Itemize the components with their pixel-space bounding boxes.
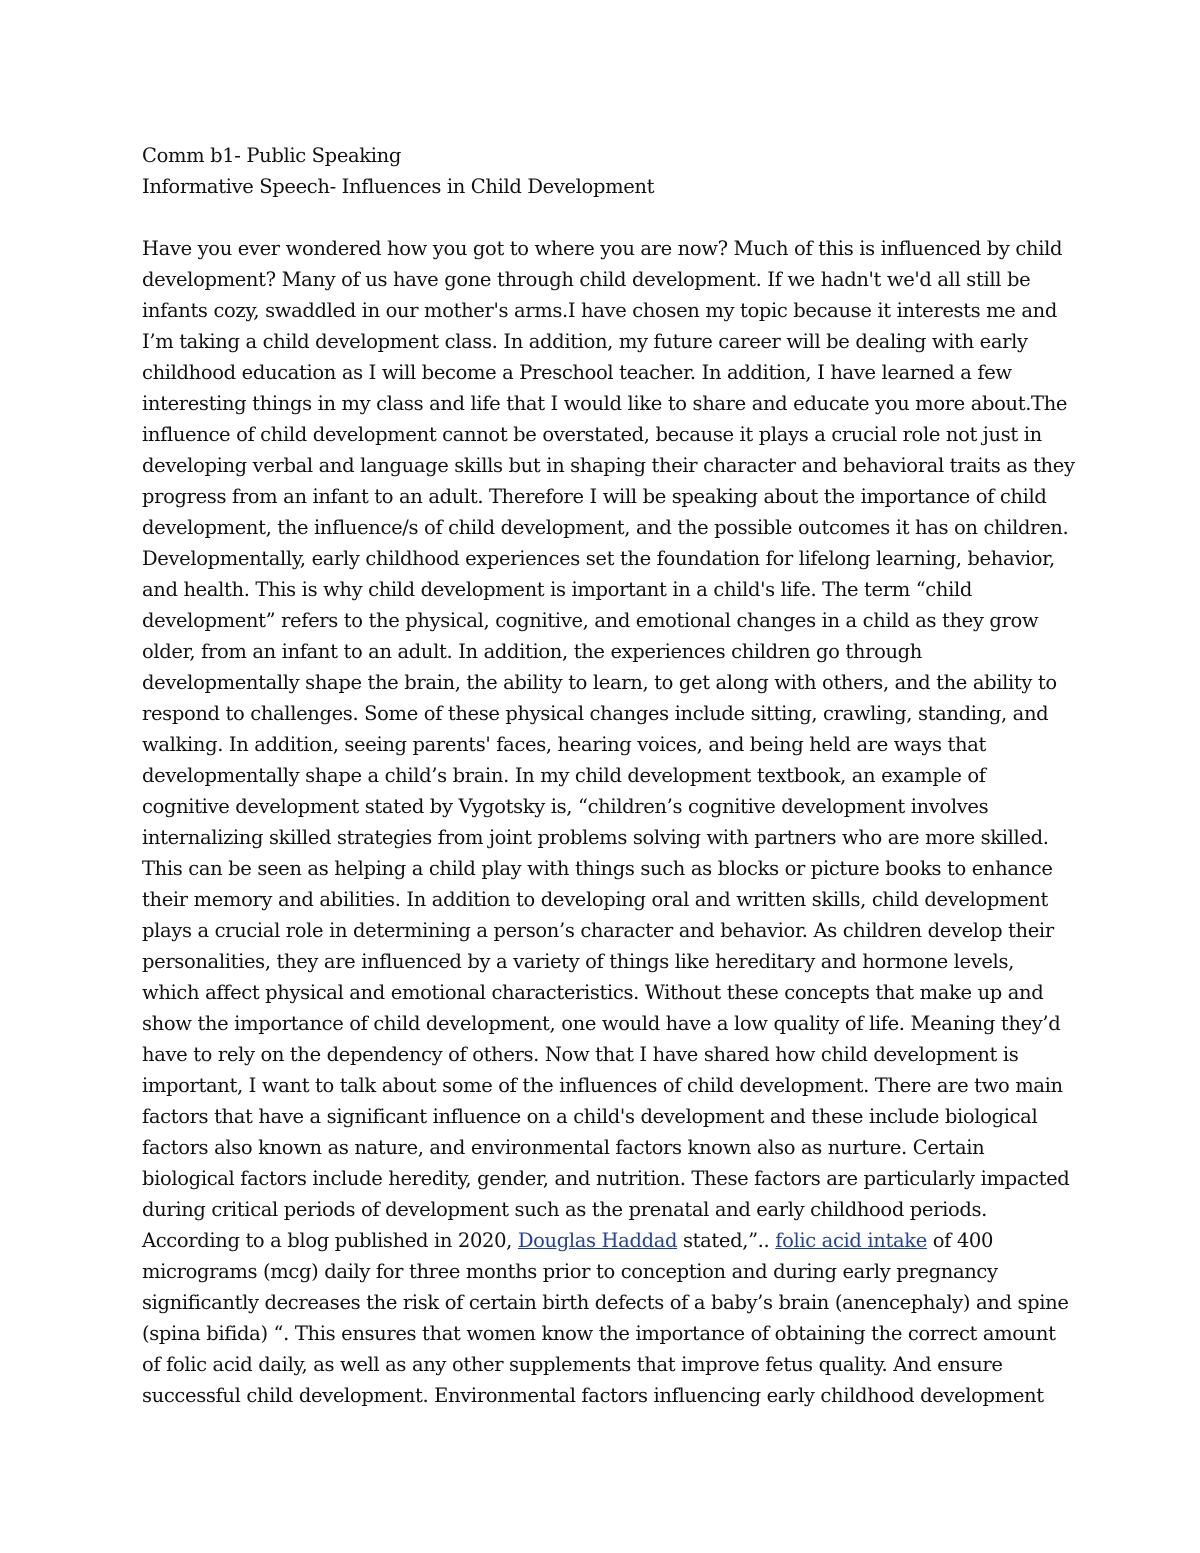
body-text-line: and health. This is why child development is important in a child's life. The term “child	[142, 578, 972, 601]
body-text-line: progress from an infant to an adult. Therefore I will be speaking about the importance of child	[142, 485, 1047, 508]
body-text-line: interesting things in my class and life that I would like to share and educate you more about.The	[142, 392, 1068, 415]
body-text-line: significantly decreases the risk of certain birth defects of a baby’s brain (anencephaly) and spine	[142, 1291, 1069, 1314]
body-text-line: development? Many of us have gone through child development. If we hadn't we'd all still be	[142, 268, 1031, 291]
body-text-line: have to rely on the dependency of others. Now that I have shared how child development is	[142, 1043, 1019, 1066]
body-text-line: factors that have a significant influence on a child's development and these include biological	[142, 1105, 1038, 1128]
body-text-line: developing verbal and language skills but in shaping their character and behavioral traits as they	[142, 454, 1075, 477]
douglas-haddad-link[interactable]: Douglas Haddad	[517, 1229, 678, 1252]
body-text-line: developmentally shape a child’s brain. In my child development textbook, an example of	[142, 764, 986, 787]
body-text-line: of folic acid daily, as well as any other supplements that improve fetus quality. And ensure	[142, 1353, 1003, 1376]
body-text-line: plays a crucial role in determining a person’s character and behavior. As children develop their	[142, 919, 1054, 942]
citation-line	[142, 1225, 1082, 1256]
body-text-line: micrograms (mcg) daily for three months prior to conception and during early pregnancy	[142, 1260, 998, 1283]
body-text-line: which affect physical and emotional characteristics. Without these concepts that make up and	[142, 981, 1044, 1004]
closing-paragraph	[142, 1256, 1082, 1411]
body-text-line: Developmentally, early childhood experiences set the foundation for lifelong learning, behavior,	[142, 547, 1055, 570]
speech-body	[142, 233, 1082, 1411]
body-text-line: Have you ever wondered how you got to where you are now? Much of this is influenced by child	[142, 237, 1063, 260]
body-text-line: biological factors include heredity, gender, and nutrition. These factors are particularly impacted	[142, 1167, 1070, 1190]
course-line: Comm b1- Public Speaking	[142, 144, 401, 167]
body-text-line: This can be seen as helping a child play with things such as blocks or picture books to enhance	[142, 857, 1053, 880]
citation-text-before: According to a blog published in 2020,	[142, 1229, 518, 1252]
body-text-line: successful child development. Environmental factors influencing early childhood development	[142, 1384, 1044, 1407]
folic-acid-intake-link[interactable]: folic acid intake	[775, 1229, 927, 1252]
body-text-line: childhood education as I will become a Preschool teacher. In addition, I have learned a few	[142, 361, 1012, 384]
body-text-line: older, from an infant to an adult. In addition, the experiences children go through	[142, 640, 923, 663]
body-text-line: cognitive development stated by Vygotsky is, “children’s cognitive development involves	[142, 795, 989, 818]
body-text-line: infants cozy, swaddled in our mother's arms.I have chosen my topic because it interests me and	[142, 299, 1057, 322]
body-text-line: development” refers to the physical, cognitive, and emotional changes in a child as they grow	[142, 609, 1039, 632]
body-text-line: important, I want to talk about some of the influences of child development. There are two main	[142, 1074, 1063, 1097]
body-text-line: respond to challenges. Some of these physical changes include sitting, crawling, standing, and	[142, 702, 1049, 725]
body-text-line: (spina bifida) “. This ensures that women know the importance of obtaining the correct amount	[142, 1322, 1056, 1345]
citation-text-between: stated,”..	[677, 1229, 776, 1252]
body-text-line: during critical periods of development such as the prenatal and early childhood periods.	[142, 1198, 988, 1221]
document-header	[142, 140, 1082, 202]
body-text-line: influence of child development cannot be overstated, because it plays a crucial role not just in	[142, 423, 1042, 446]
body-text-line: internalizing skilled strategies from joint problems solving with partners who are more skilled.	[142, 826, 1049, 849]
body-text-line: I’m taking a child development class. In addition, my future career will be dealing with early	[142, 330, 1028, 353]
body-text-line: developmentally shape the brain, the ability to learn, to get along with others, and the ability to	[142, 671, 1057, 694]
speech-title: Informative Speech- Influences in Child Development	[142, 175, 655, 198]
body-paragraph	[142, 233, 1082, 1225]
body-text-line: walking. In addition, seeing parents' faces, hearing voices, and being held are ways that	[142, 733, 986, 756]
citation-text-after: of 400	[926, 1229, 994, 1252]
body-text-line: personalities, they are influenced by a variety of things like hereditary and hormone levels,	[142, 950, 1014, 973]
body-text-line: show the importance of child development, one would have a low quality of life. Meaning they’d	[142, 1012, 1061, 1035]
body-text-line: their memory and abilities. In addition to developing oral and written skills, child development	[142, 888, 1048, 911]
body-text-line: factors also known as nature, and environmental factors known also as nurture. Certain	[142, 1136, 985, 1159]
body-text-line: development, the influence/s of child development, and the possible outcomes it has on children.	[142, 516, 1069, 539]
